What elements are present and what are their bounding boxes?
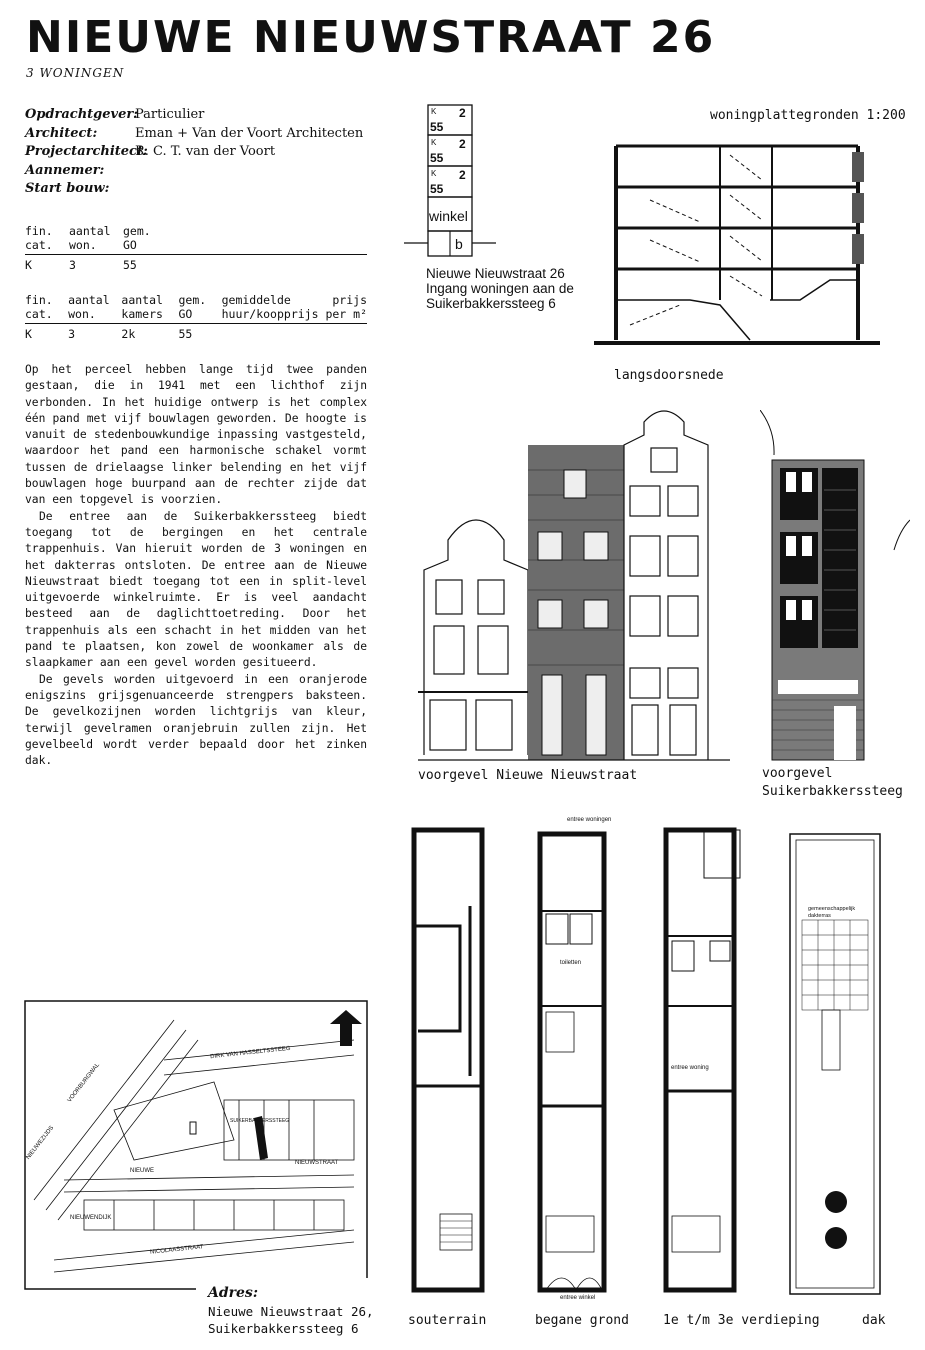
map-street: SUIKERBAKKERSSTEEG (230, 1118, 290, 1124)
paragraph: Op het perceel hebben lange tijd twee panden gestaan, die in 1941 met een lichthof zijn verbonden. In het huidige ontwerp is het complex één pand met vijf bouwlagen geworden. De hoogte is vanuit de stedenbouwkundige inpassing vastgesteld, waardoor het pand een harmonische schakel vormt tussen de drielaagse linker belending en het vijf bouwlagen hoge buurpand aan de rechter zijde dat van een topgevel is voorzien. (25, 363, 367, 507)
meta-row-contractor (25, 162, 385, 181)
meta-row-architect (25, 125, 385, 144)
table-cell: 3 (68, 327, 76, 341)
meta-label: Opdrachtgever: (25, 107, 138, 122)
table-header: gem. GO (123, 224, 367, 255)
section-caption: langsdoorsnede (614, 368, 724, 383)
diagram-caption: Nieuwe Nieuwstraat 26 Ingang woningen aan de Suikerbakkerssteeg 6 (426, 266, 574, 311)
unit-area: 55 (430, 120, 444, 134)
table-header: gem. GO (178, 293, 221, 324)
meta-value (135, 162, 385, 181)
address-text: Nieuwe Nieuwstraat 26, Suikerbakkerssteeg 6 (208, 1304, 374, 1336)
page-title: NIEUWE NIEUWSTRAAT 26 (26, 12, 716, 63)
table-header: fin. cat. (25, 224, 69, 255)
plan-roof (786, 830, 886, 1300)
map-street: VOORBURGWAL (66, 1062, 101, 1104)
meta-value: Eman + Van der Voort Architecten (135, 125, 364, 141)
meta-row-start (25, 180, 385, 199)
meta-label: Start bouw: (25, 181, 110, 196)
plan-floors (662, 826, 752, 1296)
units-table (25, 224, 367, 272)
toilets-label: toiletten (560, 960, 582, 966)
map-street: NIEUWE (130, 1168, 154, 1174)
meta-row-project-architect (25, 143, 385, 162)
plan-caption-souterrain: souterrain (408, 1313, 487, 1328)
table-cell: 2k (121, 327, 136, 341)
body-text (25, 362, 367, 769)
table-header: aantal kamers (121, 293, 178, 324)
plan-ground (536, 826, 622, 1296)
plan-caption-roof: dak (862, 1313, 886, 1328)
map-street: DIRK VAN HASSELTSSTEEG (209, 1045, 291, 1061)
table-header: gemiddelde prijs huur/koopprijs per m² (222, 293, 367, 324)
plan-caption-floors: 1e t/m 3e verdieping (663, 1313, 820, 1328)
table-cell: K (25, 258, 32, 272)
meta-label: Architect: (25, 125, 98, 141)
plan-souterrain (410, 826, 488, 1296)
paragraph: De gevels worden uitgevoerd in een oranjerode enigszins grijsgenuanceerde strengpers baksteen. De gevelkozijnen worden lichtgrijs van kleur, terwijl gevelramen oranjebruin zullen zijn. Het gevelbeeld wordt verder bepaald door het zinken dak. (25, 672, 367, 768)
address-box (196, 1278, 374, 1342)
meta-row-client (25, 106, 385, 125)
front-elevation (418, 400, 738, 765)
unit-count: 2 (459, 137, 466, 151)
map-street: NICOLAASSTRAAT (149, 1244, 204, 1256)
front-elevation-caption: voorgevel Nieuwe Nieuwstraat (418, 768, 638, 783)
storage-label: b (455, 236, 463, 252)
table-row (25, 255, 367, 273)
meta-label: Projectarchitect: (25, 144, 148, 159)
unit-count: 2 (459, 106, 466, 120)
plans-scale-caption: woningplattegronden 1:200 (710, 108, 906, 123)
rooms-table (25, 293, 367, 341)
unit-cat: K (431, 138, 437, 147)
entrance-homes-label: entree woningen (567, 817, 612, 823)
project-meta (25, 106, 385, 199)
meta-label: Aannemer: (25, 162, 105, 178)
unit-count: 2 (459, 168, 466, 182)
unit-cat: K (431, 107, 437, 116)
map-street: NIEUWSTRAAT (295, 1160, 339, 1166)
unit-area: 55 (430, 151, 444, 165)
meta-value: Particulier (135, 107, 205, 122)
entrance-shop-label: entree winkel (560, 1295, 596, 1301)
address-label: Adres: (208, 1285, 258, 1301)
table-header: aantal won. (68, 293, 121, 324)
unit-area: 55 (430, 182, 444, 196)
plan-caption-ground: begane grond (535, 1313, 629, 1328)
page-subtitle: 3 WONINGEN (26, 66, 125, 80)
entrance-home-label: entree woning (671, 1065, 709, 1071)
table-cell: 55 (123, 258, 137, 272)
map-street: NIEUWEZIJDS (25, 1125, 56, 1161)
paragraph: De entree aan de Suikerbakkerssteeg biedt toegang tot de bergingen en het centrale trappenhuis. Van hieruit worden de 3 woningen en het dakterras ontsloten. De entree aan de Nieuwe Nieuwstraat biedt toegang tot een in split-level uitgevoerde winkelruimte. Er is veel aandacht besteed aan de daglichttoetreding. Door het trappenhuis als een schacht in het midden van het pand te plaatsen, kon zowel de woonkamer als de slaapkamer aan een gevel worden gesitueerd. (25, 509, 367, 670)
table-cell: K (25, 327, 32, 341)
table-cell: 3 (69, 258, 76, 272)
table-cell (222, 324, 367, 342)
shop-label: winkel (429, 208, 468, 224)
unit-cat: K (431, 169, 437, 178)
table-row (25, 324, 367, 342)
table-header: aantal won. (69, 224, 123, 255)
rear-elevation (760, 410, 910, 765)
meta-value: R. C. T. van der Voort (135, 144, 276, 159)
table-cell: 55 (178, 327, 193, 341)
roof-terrace-label: gemeenschappelijk dakterras (808, 906, 856, 919)
rear-elevation-caption: voorgevel Suikerbakkerssteeg (762, 766, 903, 799)
table-header: fin. cat. (25, 293, 68, 324)
longitudinal-section (590, 140, 890, 365)
map-street: NIEUWENDIJK (70, 1215, 112, 1221)
meta-value (135, 180, 385, 199)
